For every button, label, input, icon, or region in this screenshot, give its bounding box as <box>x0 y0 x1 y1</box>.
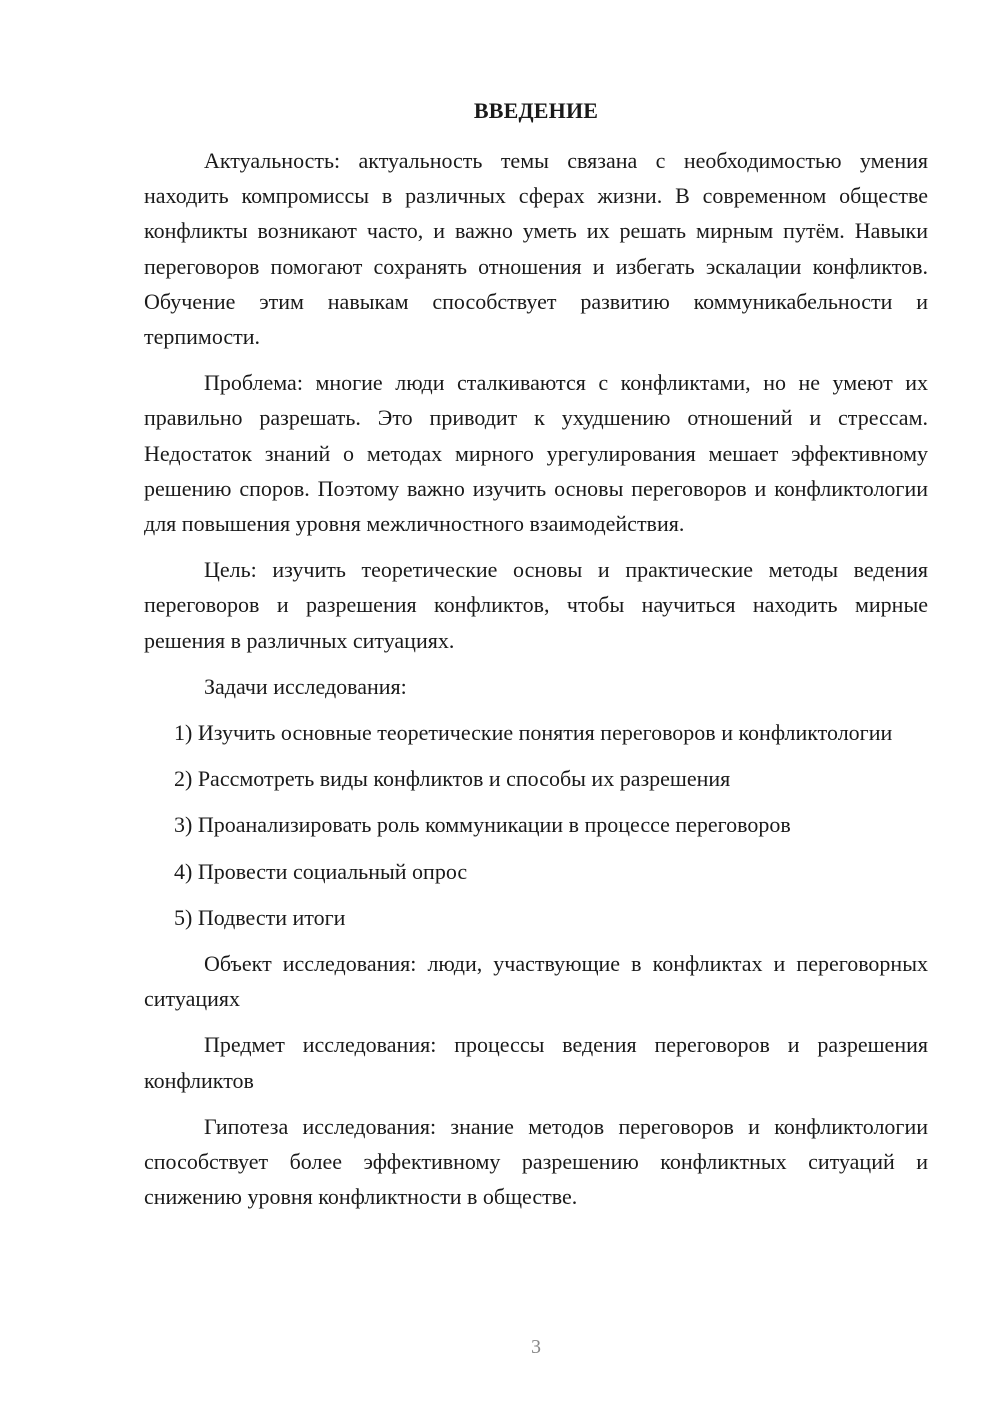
page-number: 3 <box>531 1336 541 1358</box>
tasks-heading: Задачи исследования: <box>204 673 407 699</box>
object-paragraph: Объект исследования: люди, участвующие в конфликтах и переговорных ситуациях <box>144 951 928 1012</box>
relevance-paragraph: Актуальность: актуальность темы связана с необходимостью умения находить компромиссы в различных сферах жизни. В современном обществе конфликты возникают часто, и важно уметь их решать мирным путём. Навыки переговоров помогают сохранять отношения и избегать эскалации конфликтов. Обучение этим навыкам способствует развитию коммуникабельности и терпимости. <box>144 148 928 350</box>
problem-paragraph: Проблема: многие люди сталкиваются с конфликтами, но не умеют их правильно разрешать. Это приводит к ухудшению отношений и стрессам. Недостаток знаний о методах мирного урегулирования мешает эффективному решению споров. Поэтому важно изучить основы переговоров и конфликтологии для повышения уровня межличностного взаимодействия. <box>144 370 928 537</box>
subject-paragraph: Предмет исследования: процессы ведения переговоров и разрешения конфликтов <box>144 1032 928 1093</box>
section-title: ВВЕДЕНИЕ <box>473 98 599 123</box>
task-item-4: 4) Провести социальный опрос <box>174 858 468 884</box>
document-page <box>144 0 928 1414</box>
task-item-5: 5) Подвести итоги <box>174 904 346 930</box>
goal-paragraph: Цель: изучить теоретические основы и практические методы ведения переговоров и разрешения конфликтов, чтобы научиться находить мирные решения в различных ситуациях. <box>144 557 928 653</box>
document-body <box>144 143 928 1225</box>
hypothesis-paragraph: Гипотеза исследования: знание методов переговоров и конфликтологии способствует более эффективному разрешению конфликтных ситуаций и снижению уровня конфликтности в обществе. <box>144 1113 928 1210</box>
task-item-2: 2) Рассмотреть виды конфликтов и способы их разрешения <box>174 766 731 792</box>
task-item-3: 3) Проанализировать роль коммуникации в процессе переговоров <box>174 812 791 838</box>
task-item-1: 1) Изучить основные теоретические понятия переговоров и конфликтологии <box>174 720 893 746</box>
